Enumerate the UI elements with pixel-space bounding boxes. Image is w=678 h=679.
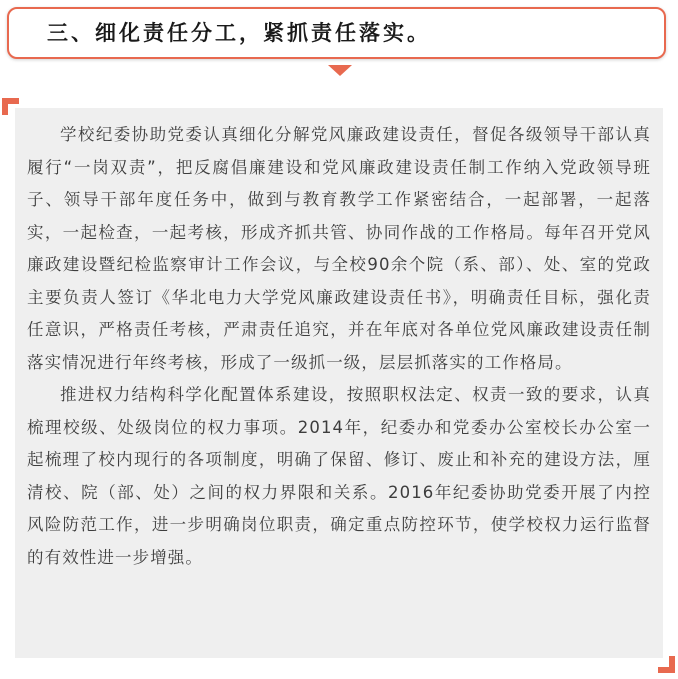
corner-bracket-bottom-right-icon [658,656,675,673]
section-title: 三、细化责任分工，紧抓责任落实。 [47,21,431,45]
section-title-box [7,7,666,59]
paragraph-2: 推进权力结构科学化配置体系建设，按照职权法定、权责一致的要求，认真梳理校级、处级岗位的权力事项。2014年，纪委办和党委办公室校长办公室一起梳理了校内现行的各项制度，明确了保留、修订、废止和补充的建设方法，厘清校、院（部、处）之间的权力界限和关系。2016年纪委协助党委开展了内控风险防范工作，进一步明确岗位职责，确定重点防控环节，使学校权力运行监督的有效性进一步增强。 [27,385,651,567]
title-pointer-arrow-icon [328,65,352,76]
paragraph-1: 学校纪委协助党委认真细化分解党风廉政建设责任，督促各级领导干部认真履行“一岗双责”，把反腐倡廉建设和党风廉政建设责任制工作纳入党政领导班子、领导干部年度任务中，做到与教育教学工作紧密结合，一起部署，一起落实，一起检查，一起考核，形成齐抓共管、协同作战的工作格局。每年召开党风廉政建设暨纪检监察审计工作会议，与全校90余个院（系、部）、处、室的党政主要负责人签订《华北电力大学党风廉政建设责任书》，明确责任目标，强化责任意识，严格责任考核，严肃责任追究，并在年底对各单位党风廉政建设责任制落实情况进行年终考核，形成了一级抓一级，层层抓落实的工作格局。 [27,125,651,372]
content-panel [15,108,663,658]
